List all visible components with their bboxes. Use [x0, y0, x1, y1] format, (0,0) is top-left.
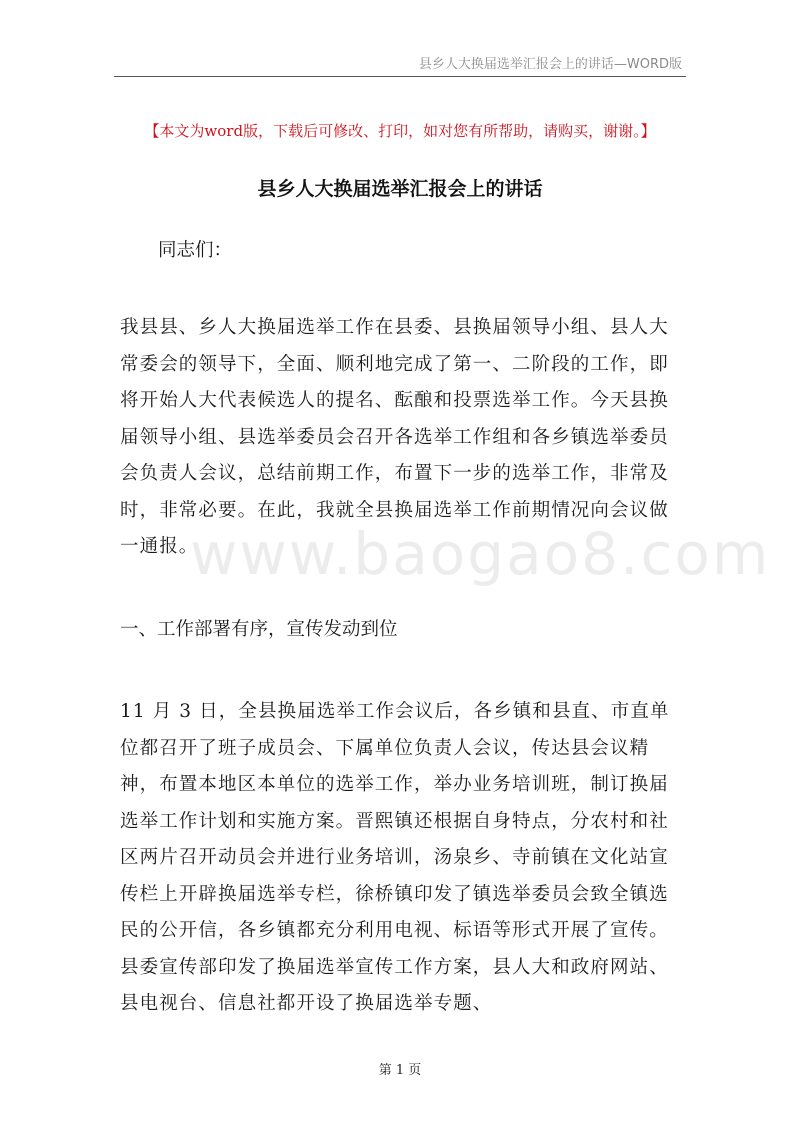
- paragraph-1: 我县县、乡人大换届选举工作在县委、县换届领导小组、县人大常委会的领导下，全面、顺利地完成了第一、二阶段的工作，即将开始人大代表候选人的提名、酝酿和投票选举工作。今天县换届领导小组、县选举委员会召开各选举工作组和各乡镇选举委员会负责人会议，总结前期工作，布置下一步的选举工作，非常及时，非常必要。在此，我就全县换届选举工作前期情况向会议做一通报。: [120, 317, 669, 557]
- running-header: 县乡人大换届选举汇报会上的讲话—WORD版: [418, 57, 682, 72]
- header-divider: [114, 76, 686, 77]
- purchase-notice: 【本文为word版，下载后可修改、打印，如对您有所帮助，请购买，谢谢。】: [144, 122, 656, 140]
- paragraph-2: 11 月 3 日，全县换届选举工作会议后，各乡镇和县直、市直单位都召开了班子成员会、下属单位负责人会议，传达县会议精神，布置本地区本单位的选举工作，举办业务培训班，制订换届选举工作计划和实施方案。晋熙镇还根据自身特点，分农村和社区两片召开动员会并进行业务培训，汤泉乡、寺前镇在文化站宣传栏上开辟换届选举专栏，徐桥镇印发了镇选举委员会致全镇选民的公开信，各乡镇都充分利用电视、标语等形式开展了宣传。县委宣传部印发了换届选举宣传工作方案，县人大和政府网站、县电视台、信息社都开设了换届选举专题、: [120, 701, 670, 1014]
- page-number: 第 1 页: [378, 1063, 422, 1078]
- section-heading-1: 一、工作部署有序，宣传发动到位: [120, 619, 398, 640]
- document-title: 县乡人大换届选举汇报会上的讲话: [257, 178, 543, 200]
- site-watermark: www.baogao8.com: [190, 520, 771, 588]
- greeting: 同志们：: [158, 240, 233, 261]
